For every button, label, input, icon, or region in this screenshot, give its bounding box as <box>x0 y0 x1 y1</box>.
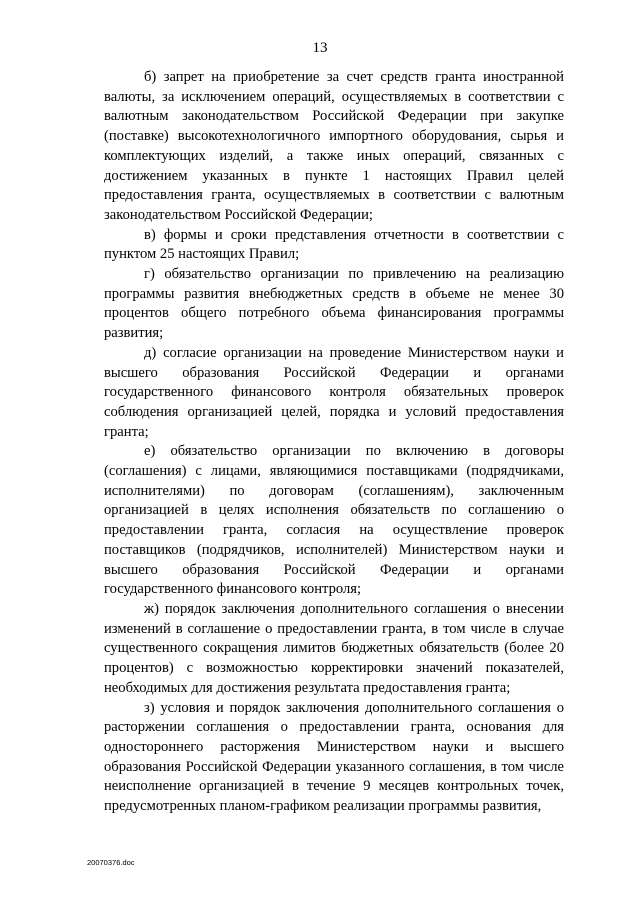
document-filename: 20070376.doc <box>87 858 135 867</box>
page-number: 13 <box>312 40 328 56</box>
document-body <box>104 68 564 817</box>
paragraph-zh: ж) порядок заключения дополнительного соглашения о внесении изменений в соглашение о предоставлении гранта, в том числе в случае существенного сокращения лимитов бюджетных обязательств (более 20 процентов) с возможностью корректировки значений показателей, необходимых для достижения результата предоставления гранта; <box>104 600 564 696</box>
paragraph-v: в) формы и сроки представления отчетности в соответствии с пунктом 25 настоящих Правил; <box>104 226 564 263</box>
paragraph-d: д) согласие организации на проведение Министерством науки и высшего образования Российской Федерации и органами государственного финансового контроля обязательных проверок соблюдения организацией целей, порядка и условий предоставления гранта; <box>104 344 564 440</box>
paragraph-z: з) условия и порядок заключения дополнительного соглашения о расторжении соглашения о предоставлении гранта, основания для одностороннего расторжения Министерством науки и высшего образования Российской Федерации указанного соглашения, в том числе неисполнение организацией в течение 9 месяцев контрольных точек, предусмотренных планом-графиком реализации программы развития, <box>104 699 564 815</box>
paragraph-b: б) запрет на приобретение за счет средств гранта иностранной валюты, за исключением операций, осуществляемых в соответствии с валютным законодательством Российской Федерации при закупке (поставке) высокотехнологичного импортного оборудования, сырья и комплектующих изделий, а также иных операций, связанных с достижением указанных в пункте 1 настоящих Правил целей предоставления гранта, осуществляемых в соответствии с валютным законодательством Российской Федерации; <box>104 69 564 223</box>
paragraph-e: е) обязательство организации по включению в договоры (соглашения) с лицами, являющимися поставщиками (подрядчиками, исполнителями) по договорам (соглашениям), заключенным организацией в целях исполнения обязательств по соглашению о предоставлении гранта, согласия на осуществление проверок поставщиков (подрядчиков, исполнителей) Министерством науки и высшего образования Российской Федерации и органами государственного финансового контроля; <box>104 443 564 598</box>
paragraph-g: г) обязательство организации по привлечению на реализацию программы развития внебюджетных средств в объеме не менее 30 процентов общего потребного объема финансирования программы развития; <box>104 266 564 342</box>
